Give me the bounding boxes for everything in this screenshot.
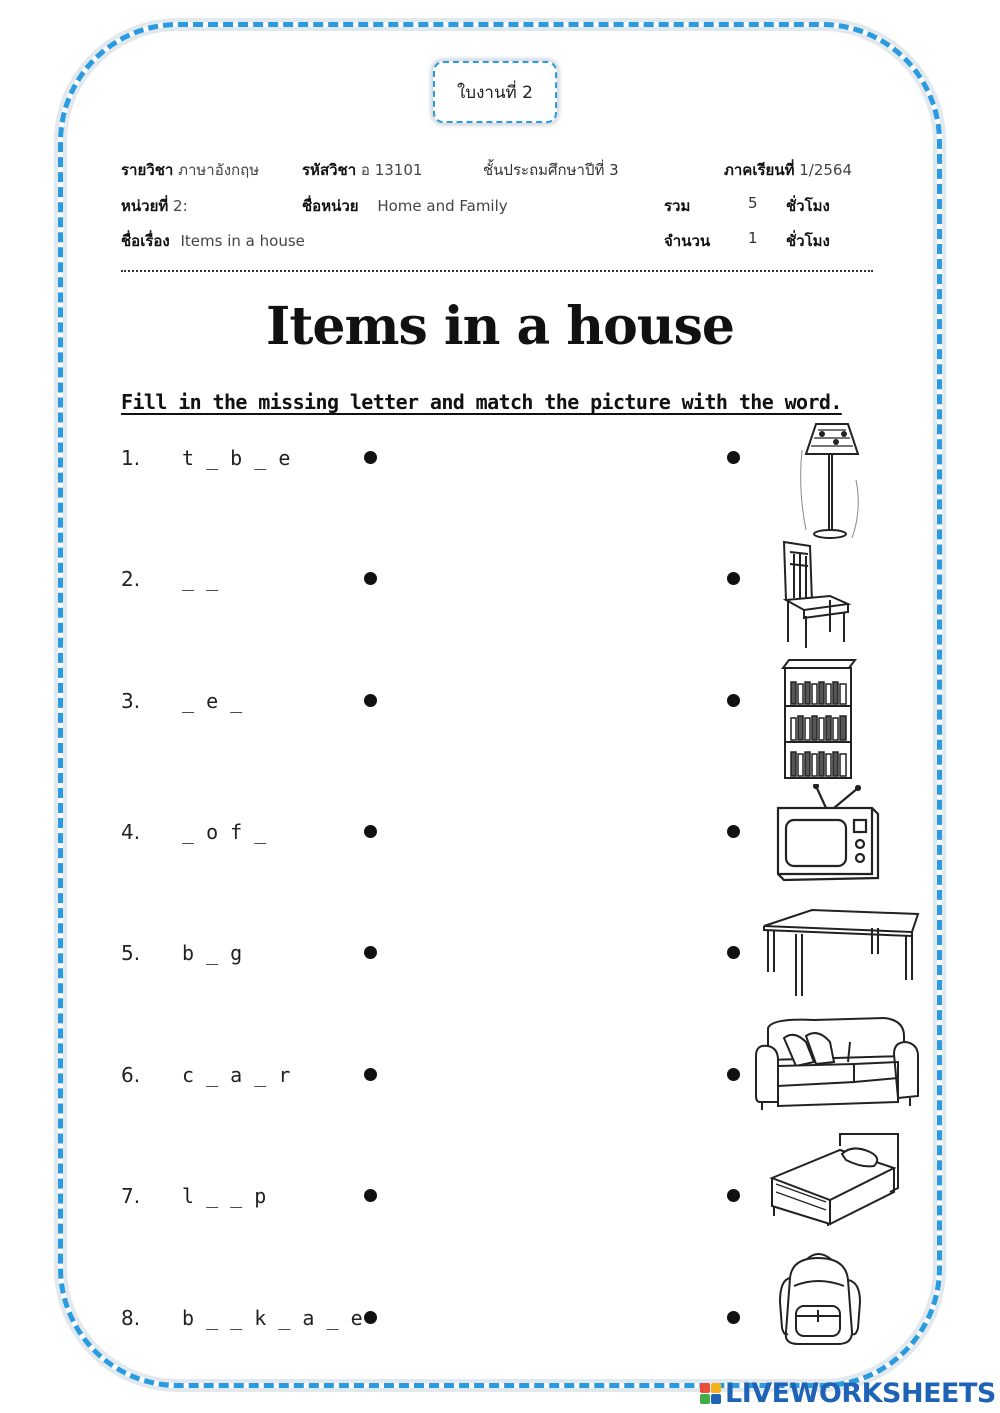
topic-field bbox=[121, 229, 305, 253]
right-match-dot[interactable] bbox=[727, 1311, 740, 1324]
left-match-dot[interactable] bbox=[364, 1189, 377, 1202]
unit-name-value: Home and Family bbox=[377, 197, 508, 215]
right-match-dot[interactable] bbox=[727, 825, 740, 838]
right-match-dot[interactable] bbox=[727, 694, 740, 707]
television-picture bbox=[772, 784, 884, 886]
right-match-dot[interactable] bbox=[727, 1068, 740, 1081]
term-value: 1/2564 bbox=[799, 161, 853, 179]
amount-hours-label: จำนวน bbox=[664, 232, 711, 250]
item-number: 7. bbox=[121, 1184, 141, 1208]
left-match-dot[interactable] bbox=[364, 451, 377, 464]
term-label: ภาคเรียนที่ bbox=[724, 161, 795, 179]
unit-label: หน่วยที่ bbox=[121, 197, 169, 215]
word-with-blanks[interactable]: _ e _ bbox=[182, 689, 243, 713]
backpack-picture bbox=[776, 1250, 862, 1348]
amount-hours-unit: ชั่วโมง bbox=[786, 232, 830, 250]
table-picture bbox=[762, 908, 920, 1000]
word-with-blanks[interactable]: b _ _ k _ a _ e bbox=[182, 1306, 363, 1330]
item-number: 1. bbox=[121, 446, 141, 470]
word-with-blanks[interactable]: t _ b _ e bbox=[182, 446, 291, 470]
unit-field bbox=[121, 194, 188, 218]
left-match-dot[interactable] bbox=[364, 572, 377, 585]
unit-name-label: ชื่อหน่วย bbox=[302, 197, 359, 215]
total-hours-label: รวม bbox=[664, 197, 691, 215]
item-number: 4. bbox=[121, 820, 141, 844]
worksheet-title: Items in a house bbox=[266, 296, 734, 357]
word-with-blanks[interactable]: _ o f _ bbox=[182, 820, 267, 844]
item-number: 2. bbox=[121, 567, 141, 591]
left-match-dot[interactable] bbox=[364, 946, 377, 959]
liveworksheets-logo-icon bbox=[700, 1383, 721, 1404]
item-number: 3. bbox=[121, 689, 141, 713]
unit-value: 2: bbox=[173, 197, 188, 215]
sofa-picture bbox=[754, 1016, 920, 1112]
liveworksheets-wordmark: LIVEWORKSHEETS bbox=[725, 1378, 996, 1409]
unit-name-field bbox=[302, 194, 508, 218]
word-with-blanks[interactable]: _ _ bbox=[182, 567, 219, 591]
bookcase-picture bbox=[781, 658, 857, 782]
course-code-value: อ 13101 bbox=[360, 161, 423, 179]
total-hours-unit: ชั่วโมง bbox=[786, 197, 830, 215]
subject-value: ภาษาอังกฤษ bbox=[178, 161, 260, 179]
dotted-divider bbox=[121, 270, 873, 272]
floor-lamp-picture bbox=[796, 420, 868, 546]
right-match-dot[interactable] bbox=[727, 451, 740, 464]
left-match-dot[interactable] bbox=[364, 1068, 377, 1081]
right-match-dot[interactable] bbox=[727, 946, 740, 959]
topic-label: ชื่อเรื่อง bbox=[121, 232, 170, 250]
left-match-dot[interactable] bbox=[364, 825, 377, 838]
word-with-blanks[interactable]: c _ a _ r bbox=[182, 1063, 291, 1087]
subject-field bbox=[121, 158, 259, 182]
amount-hours-value: 1 bbox=[748, 229, 758, 247]
right-match-dot[interactable] bbox=[727, 572, 740, 585]
item-number: 6. bbox=[121, 1063, 141, 1087]
chair-picture bbox=[770, 538, 854, 650]
right-match-dot[interactable] bbox=[727, 1189, 740, 1202]
course-code-label: รหัสวิชา bbox=[302, 161, 357, 179]
word-with-blanks[interactable]: b _ g bbox=[182, 941, 243, 965]
instructions: Fill in the missing letter and match the picture with the word. bbox=[121, 390, 842, 414]
total-hours-value: 5 bbox=[748, 194, 758, 212]
worksheet-number-badge: ใบงานที่ 2 bbox=[433, 61, 557, 123]
item-number: 8. bbox=[121, 1306, 141, 1330]
term-field bbox=[724, 158, 852, 182]
left-match-dot[interactable] bbox=[364, 694, 377, 707]
item-number: 5. bbox=[121, 941, 141, 965]
grade-level: ชั้นประถมศึกษาปีที่ 3 bbox=[483, 161, 619, 179]
word-with-blanks[interactable]: l _ _ p bbox=[182, 1184, 267, 1208]
left-match-dot[interactable] bbox=[364, 1311, 377, 1324]
subject-label: รายวิชา bbox=[121, 161, 174, 179]
topic-value: Items in a house bbox=[180, 232, 305, 250]
bed-picture bbox=[766, 1132, 902, 1226]
liveworksheets-brand bbox=[700, 1378, 996, 1409]
course-code-field bbox=[302, 158, 422, 182]
